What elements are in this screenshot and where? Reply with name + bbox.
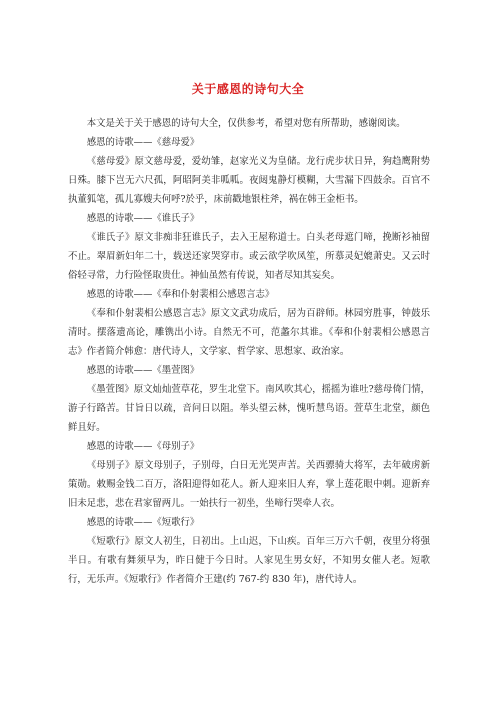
section-heading: 感恩的诗歌——《谁氏子》	[86, 213, 200, 224]
section-heading: 感恩的诗歌——《短歌行》	[86, 517, 200, 528]
intro-paragraph: 本文是关于关于感恩的诗句大全，仅供参考，希望对您有所帮助，感谢阅读。	[86, 118, 406, 129]
poem-paragraph: 《母别子》原文母别子，子别母，白日无光哭声苦。关西骠骑大将军，去年破虏新策勋。敕赐金钱二百万，洛阳迎得如花人。新人迎来旧人弃，掌上莲花眼中刺。迎新弃旧未足悲，悲在君家留两儿。一始扶行一初坐，坐啼行哭牵人衣。	[68, 460, 430, 509]
poem-paragraph: 《谁氏子》原文非痴非狂谁氏子，去入王屋称道士。白头老母遮门啼，挽断衫袖留不止。翠眉新妇年二十，载送还家哭穿市。或云欲学吹凤笙，所慕灵妃媲萧史。又云时俗轻寻常，力行险怪取贵仕。神仙虽然有传说，知者尽知其妄矣。	[68, 232, 430, 281]
section-heading: 感恩的诗歌——《墨萱图》	[86, 365, 200, 376]
poem-paragraph: 《墨萱图》原文灿灿萱草花，罗生北堂下。南风吹其心，摇摇为谁吐?慈母倚门情，游子行路苦。甘旨日以疏，音问日以阻。举头望云林，愧听慧鸟语。萱草生北堂，颜色鲜且好。	[68, 384, 430, 433]
poem-paragraph: 《短歌行》原文人初生，日初出。上山迟，下山疾。百年三万六千朝，夜里分将强半日。有歌有舞须早为，昨日健于今日时。人家见生男女好，不知男女催人老。短歌行，无乐声。《短歌行》作者简介王建(约 767-约 830 年)，唐代诗人。	[68, 536, 430, 585]
poem-paragraph: 《慈母爱》原文慈母爱，爱幼雏，赵家光义为皇储。龙行虎步状日异，狗趋鹰附势日殊。膝下岂无六尺孤，阿昭阿美非呱呱。夜闼鬼静灯模糊，大雪漏下四鼓余。百官不执董狐笔，孤儿寡嫂夫何呼?於乎，床前戳地银柱斧，祸在韩王金柜书。	[68, 156, 430, 205]
section-heading: 感恩的诗歌——《母别子》	[86, 441, 200, 452]
section-heading: 感恩的诗歌——《奉和仆射裴相公感恩言志》	[86, 289, 275, 300]
document-title: 关于感恩的诗句大全	[191, 82, 305, 96]
poem-paragraph: 《奉和仆射裴相公感恩言志》原文文武功成后，居为百辟师。林园穷胜事，钟鼓乐清时。摆落遗高论，雕镌出小诗。自然无不可，范蠡尔其谁。《奉和仆射裴相公感恩言志》作者简介韩愈：唐代诗人，文学家、哲学家、思想家、政治家。	[68, 308, 430, 357]
section-heading: 感恩的诗歌——《慈母爱》	[86, 137, 200, 148]
document-body	[68, 114, 430, 589]
